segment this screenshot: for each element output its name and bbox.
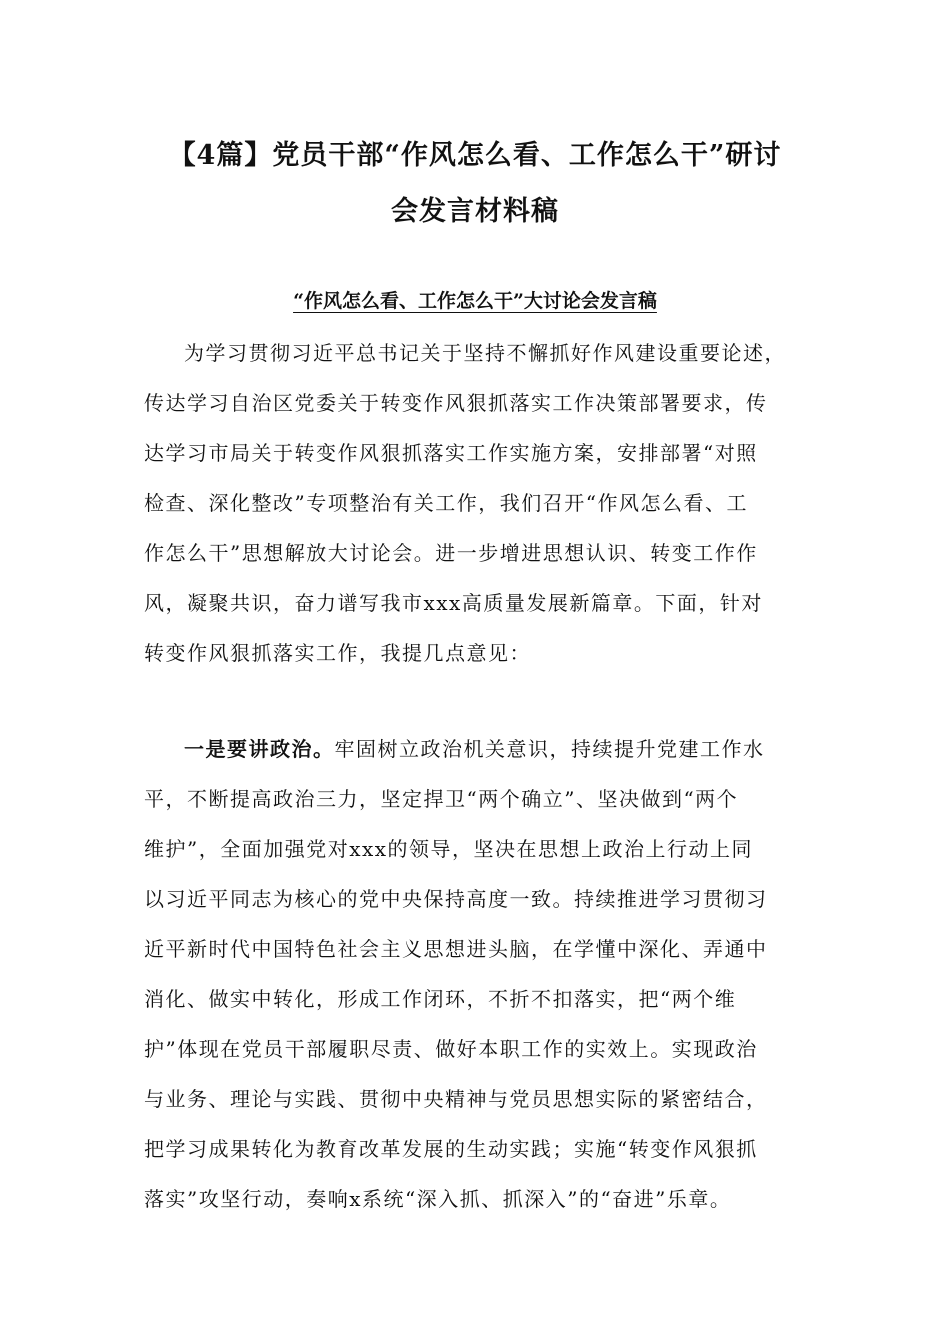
- paragraph-line: 作怎么干”思想解放大讨论会。进一步增进思想认识、转变工作作: [144, 541, 758, 565]
- paragraph-line: 近平新时代中国特色社会主义思想进头脑，在学懂中深化、弄通中: [144, 937, 768, 961]
- paragraph-line: 检查、深化整改”专项整治有关工作，我们召开“作风怎么看、工: [144, 491, 748, 515]
- paragraph-line: 达学习市局关于转变作风狠抓落实工作实施方案，安排部署“对照: [144, 441, 758, 465]
- point-one-paragraph: [144, 724, 808, 1224]
- document-title-line: 【4篇】党员干部“作风怎么看、工作怎么干”研讨: [168, 140, 782, 171]
- document-title-line: 会发言材料稿: [391, 196, 559, 227]
- paragraph-line: 为学习贯彻习近平总书记关于坚持不懈抓好作风建设重要论述，: [184, 341, 786, 365]
- paragraph-line: 把学习成果转化为教育改革发展的生动实践；实施“转变作风狠抓: [144, 1137, 758, 1161]
- point-one-first-text: 牢固树立政治机关意识，持续提升党建工作水: [334, 737, 765, 761]
- paragraph-line: 与业务、理论与实践、贯彻中央精神与党员思想实际的紧密结合，: [144, 1087, 768, 1111]
- section-title: [140, 284, 810, 318]
- paragraph-line: 维护”，全面加强党对xxx的领导，坚决在思想上政治上行动上同: [144, 837, 754, 861]
- paragraph-line: 风，凝聚共识，奋力谱写我市xxx高质量发展新篇章。下面，针对: [144, 591, 763, 615]
- paragraph-line: 传达学习自治区党委关于转变作风狠抓落实工作决策部署要求，传: [144, 391, 768, 415]
- document-title: [140, 128, 810, 240]
- section-title-text: “作风怎么看、工作怎么干”大讨论会发言稿: [293, 290, 657, 312]
- intro-paragraph: [144, 328, 808, 678]
- point-one-lead: 一是要讲政治。: [184, 737, 335, 761]
- paragraph-line: 消化、做实中转化，形成工作闭环，不折不扣落实，把“两个维: [144, 987, 737, 1011]
- paragraph-line: 以习近平同志为核心的党中央保持高度一致。持续推进学习贯彻习: [144, 887, 768, 911]
- paragraph-line-first: [144, 724, 808, 774]
- paragraph-line: 平，不断提高政治三力，坚定捍卫“两个确立”、坚决做到“两个: [144, 787, 739, 811]
- paragraph-line: 护”体现在党员干部履职尽责、做好本职工作的实效上。实现政治: [144, 1037, 758, 1061]
- paragraph-line: 落实”攻坚行动，奏响x系统“深入抓、抓深入”的“奋进”乐章。: [144, 1187, 732, 1211]
- paragraph-line: 转变作风狠抓落实工作，我提几点意见：: [144, 641, 531, 665]
